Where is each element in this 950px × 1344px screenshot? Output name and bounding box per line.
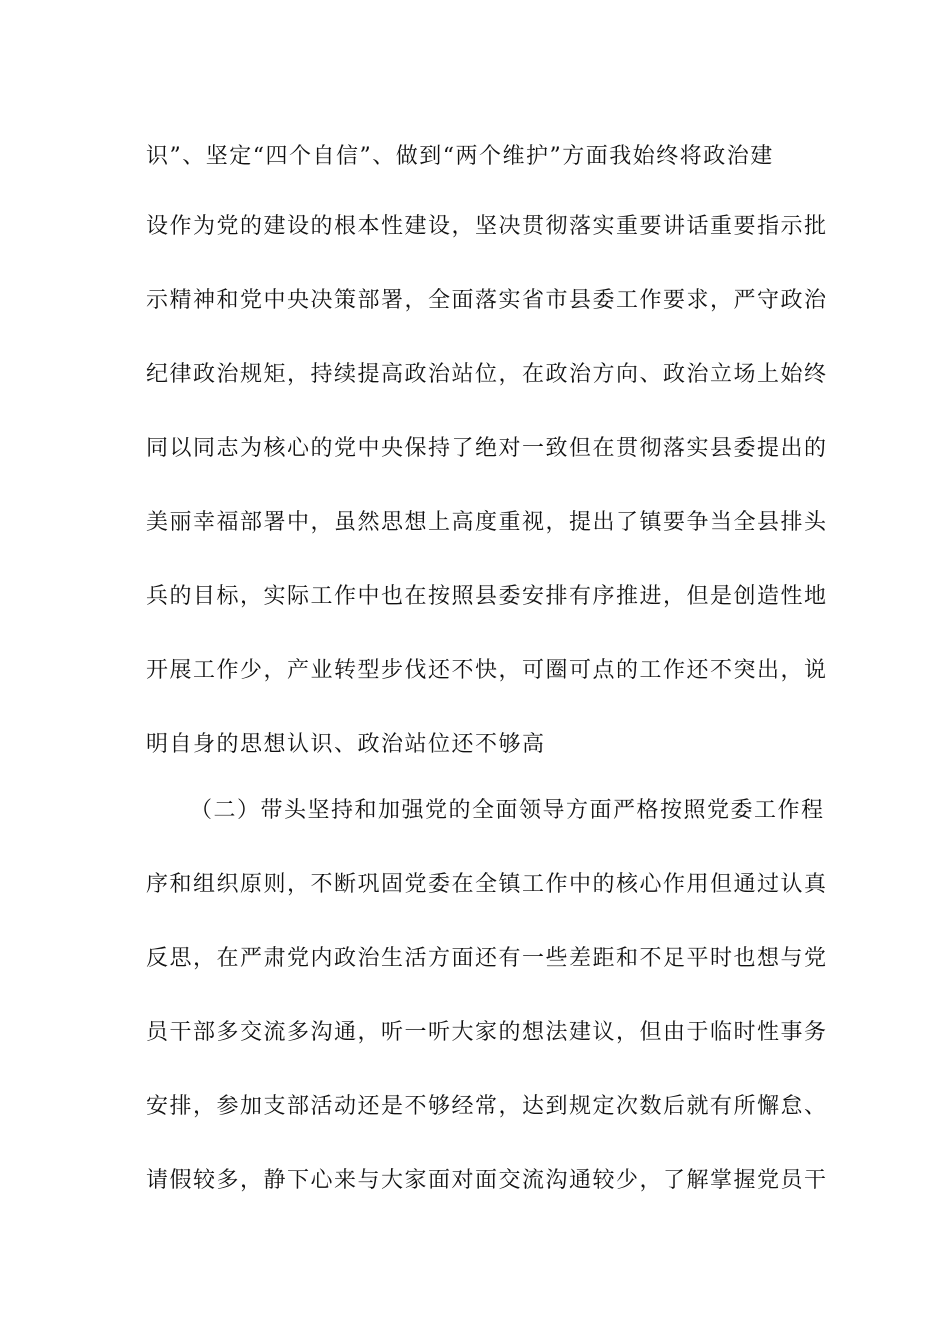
text-line: 安排，参加支部活动还是不够经常，达到规定次数后就有所懈怠、 xyxy=(146,1094,828,1119)
text-line: 同以同志为核心的党中央保持了绝对一致但在贯彻落实县委提出的 xyxy=(146,436,828,461)
text-line: 开展工作少，产业转型步伐还不快，可圈可点的工作还不突出，说 xyxy=(146,658,828,683)
text-line: 设作为党的建设的根本性建设，坚决贯彻落实重要讲话重要指示批 xyxy=(146,214,828,239)
text-line: 序和组织原则，不断巩固党委在全镇工作中的核心作用但通过认真 xyxy=(146,872,828,897)
text-line: 反思，在严肃党内政治生活方面还有一些差距和不足平时也想与党 xyxy=(146,946,828,971)
text-line: 员干部多交流多沟通，听一听大家的想法建议，但由于临时性事务 xyxy=(146,1020,828,1045)
text-line: 美丽幸福部署中，虽然思想上高度重视，提出了镇要争当全县排头 xyxy=(146,510,828,535)
text-line: 示精神和党中央决策部署，全面落实省市县委工作要求，严守政治 xyxy=(146,288,828,313)
text-line: 请假较多，静下心来与大家面对面交流沟通较少，了解掌握党员干 xyxy=(146,1168,828,1193)
text-line: 识”、坚定“四个自信”、做到“两个维护”方面我始终将政治建 xyxy=(146,144,774,169)
text-line: 兵的目标，实际工作中也在按照县委安排有序推进，但是创造性地 xyxy=(146,584,828,609)
text-line: 纪律政治规矩，持续提高政治站位，在政治方向、政治立场上始终 xyxy=(146,362,828,387)
text-line: 明自身的思想认识、政治站位还不够高 xyxy=(146,732,546,757)
paragraph-heading-line: （二）带头坚持和加强党的全面领导方面严格按照党委工作程 xyxy=(190,798,825,823)
